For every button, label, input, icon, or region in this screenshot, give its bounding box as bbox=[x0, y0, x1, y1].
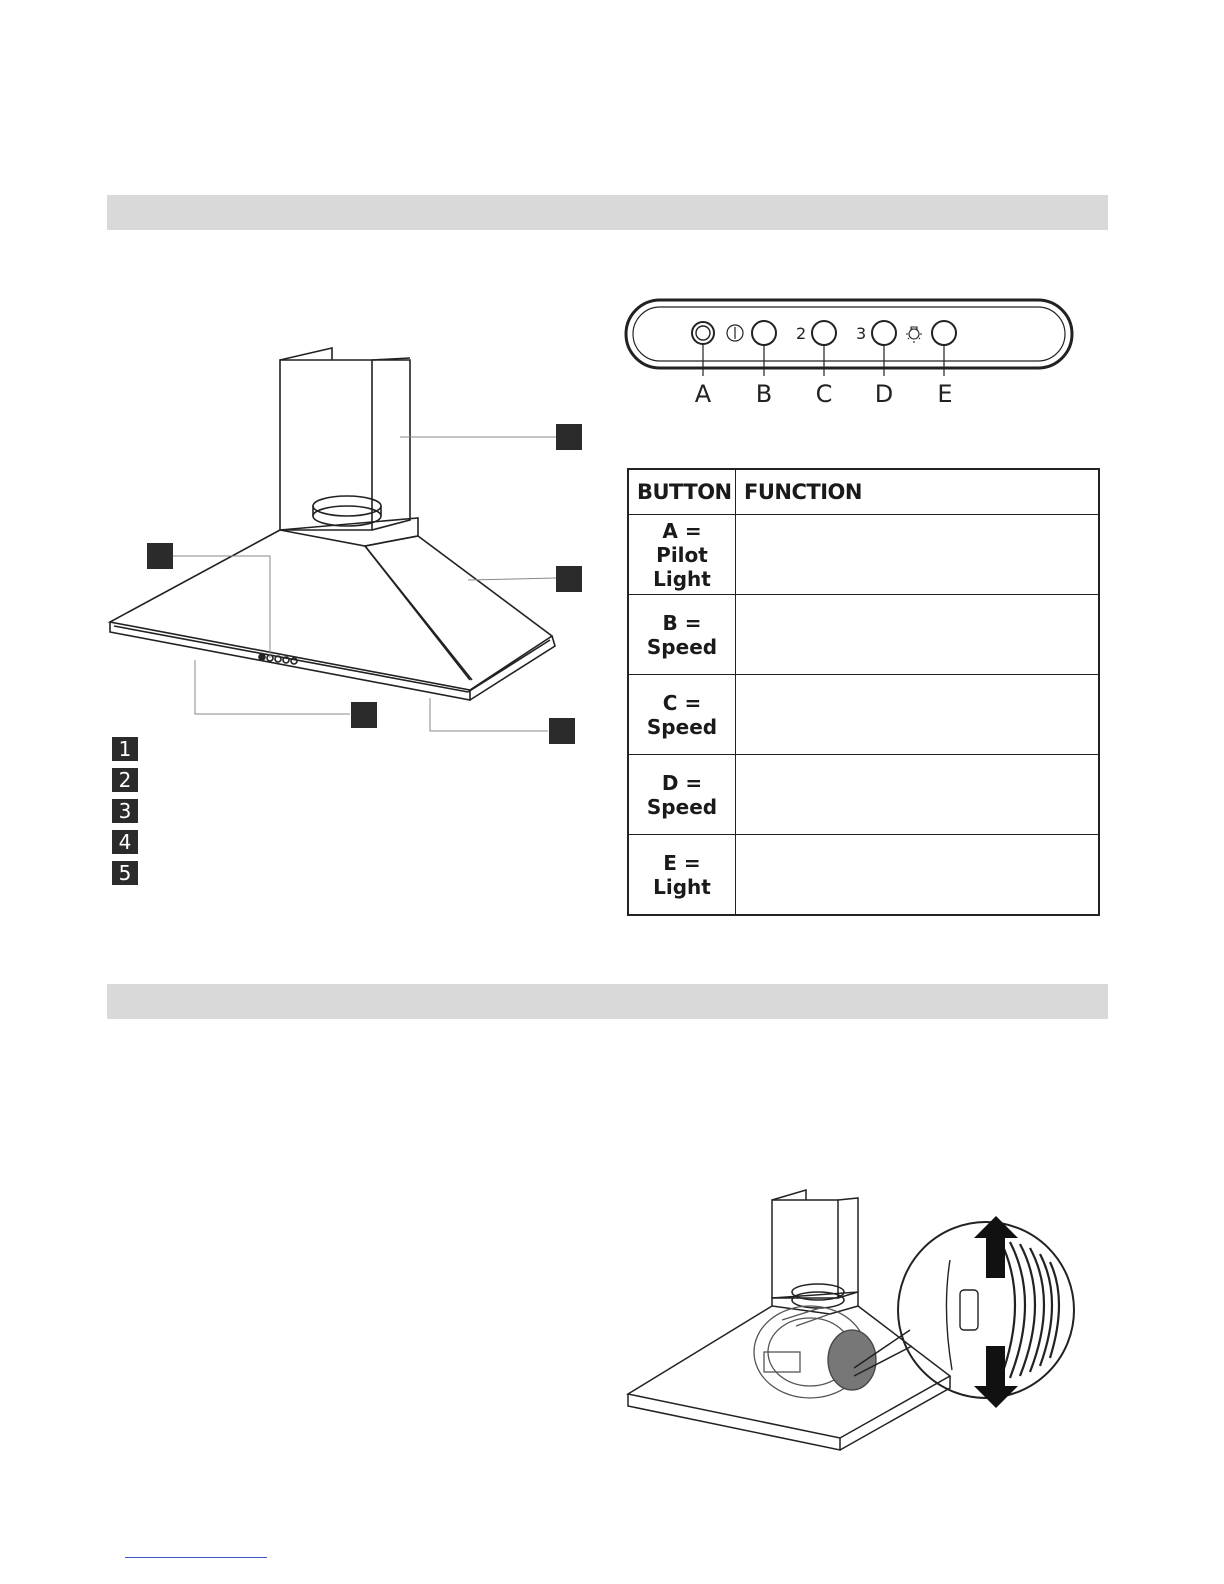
button-cell-line: D = bbox=[661, 770, 703, 795]
button-cell bbox=[628, 755, 736, 835]
control-panel-diagram bbox=[622, 296, 1078, 376]
button-cell-line: A = bbox=[662, 518, 702, 543]
button-cell-line: E = bbox=[663, 850, 701, 875]
function-cell bbox=[736, 675, 1100, 755]
legend-number: 4 bbox=[112, 830, 138, 854]
button-cell-line: Speed bbox=[646, 634, 718, 659]
table-row bbox=[628, 755, 1099, 835]
button-cell-line: Speed bbox=[646, 794, 718, 819]
callout-box bbox=[147, 543, 173, 569]
table-row bbox=[628, 595, 1099, 675]
chimney-side bbox=[372, 360, 410, 530]
section-header-band-top bbox=[107, 195, 1108, 230]
button-letter-e: E bbox=[937, 380, 953, 408]
hood-parts-diagram bbox=[100, 340, 590, 740]
light-bulb-icon bbox=[906, 327, 922, 343]
callout-box bbox=[351, 702, 377, 728]
legend-number: 3 bbox=[112, 799, 138, 823]
table-row bbox=[628, 675, 1099, 755]
column-header-function: FUNCTION bbox=[736, 469, 1100, 515]
table-header-row bbox=[628, 469, 1099, 515]
table-row bbox=[628, 835, 1099, 916]
section-header-band-bottom bbox=[107, 984, 1108, 1019]
button-cell-line: B = bbox=[662, 610, 702, 635]
pilot-light-indicator bbox=[692, 322, 714, 344]
speed-3-label: 3 bbox=[856, 324, 867, 343]
callout-box bbox=[556, 566, 582, 592]
function-cell bbox=[736, 755, 1100, 835]
chimney-front bbox=[280, 360, 372, 530]
callout-box bbox=[556, 424, 582, 450]
button-cell bbox=[628, 675, 736, 755]
legend-number: 5 bbox=[112, 861, 138, 885]
legend-number: 2 bbox=[112, 768, 138, 792]
legend-number: 1 bbox=[112, 737, 138, 761]
button-letter-a: A bbox=[694, 380, 712, 408]
column-header-button: BUTTON bbox=[628, 469, 736, 515]
callout-box bbox=[549, 718, 575, 744]
button-cell-line: Speed bbox=[646, 714, 718, 739]
button-cell bbox=[628, 595, 736, 675]
function-cell bbox=[736, 515, 1100, 595]
footer-link-underline[interactable] bbox=[125, 1557, 267, 1558]
button-cell-line: C = bbox=[662, 690, 702, 715]
button-cell-line: Pilot bbox=[656, 542, 708, 567]
speed-2-label: 2 bbox=[796, 324, 807, 343]
button-function-table bbox=[627, 468, 1100, 916]
table-row bbox=[628, 515, 1099, 595]
filter-installation-illustration bbox=[620, 1180, 1090, 1470]
button-cell-line: Light bbox=[653, 566, 711, 591]
button-cell bbox=[628, 835, 736, 916]
button-letter-c: C bbox=[815, 380, 833, 408]
button-cell-line: Light bbox=[653, 874, 711, 899]
front-rim bbox=[110, 622, 470, 700]
function-cell bbox=[736, 595, 1100, 675]
button-letter-d: D bbox=[874, 380, 894, 408]
button-letter-b: B bbox=[755, 380, 773, 408]
function-cell bbox=[736, 835, 1100, 916]
button-cell bbox=[628, 515, 736, 595]
